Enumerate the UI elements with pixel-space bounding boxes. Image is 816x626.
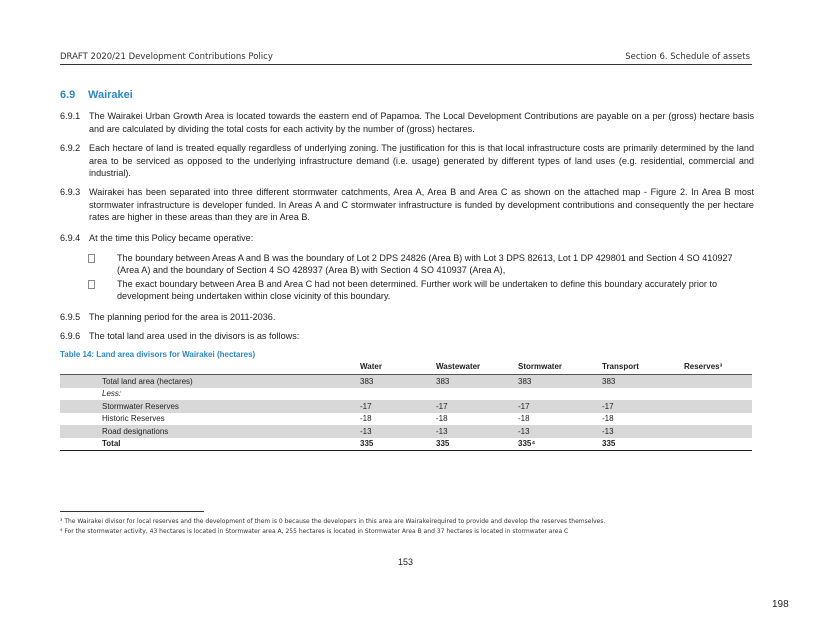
paragraph-6-9-1 (60, 110, 754, 135)
paragraph-6-9-4 (60, 232, 754, 245)
table-cell (680, 375, 752, 388)
table-cell: 335⁴ (514, 438, 598, 451)
table-cell: -13 (356, 425, 432, 438)
table-cell: Stormwater Reserves (60, 400, 356, 413)
footnote-3: ³ The Wairakei divisor for local reserves and the development of them is 0 because the developers in this area are Wairakeirequired to provide and develop the reserves themselves. (60, 518, 606, 525)
paragraph-6-9-6 (60, 330, 754, 343)
footnote-4: ⁴ For the stormwater activity, 43 hectares is located in Stormwater area A, 255 hectares is located in Stormwater Area B and 37 hectares is located in stormwater area C (60, 528, 569, 535)
table-cell: -17 (514, 400, 598, 413)
paragraph-text: The planning period for the area is 2011-2036. (89, 312, 276, 322)
section-heading (60, 89, 133, 101)
paragraph-text: The Wairakei Urban Growth Area is located towards the eastern end of Papamoa. The Local Development Contributions are payable on a per (gross) hectare basis and are calculated by dividing the total costs for each activity by the number of (gross) hectares. (89, 111, 754, 134)
table-caption: Table 14: Land area divisors for Wairakei (hectares) (60, 350, 256, 359)
paragraph-number: 6.9.6 (60, 331, 81, 341)
table-cell: -17 (356, 400, 432, 413)
table-row (60, 413, 752, 426)
column-header: Stormwater (514, 358, 598, 375)
table-cell (680, 413, 752, 426)
bullet-text: The exact boundary between Area B and Area C had not been determined. Further work will be undertaken to define this boundary accurately prior to development being undertaken within close vicinity of this boundary. (117, 279, 718, 301)
paragraph-text: The total land area used in the divisors is as follows: (89, 331, 300, 341)
column-header: Reserves³ (680, 358, 752, 375)
page-number: 153 (398, 557, 414, 567)
table-cell (680, 438, 752, 451)
table-cell: -13 (432, 425, 514, 438)
header-section: Section 6. Schedule of assets (625, 52, 750, 62)
table-cell (680, 425, 752, 438)
header-rule (60, 64, 752, 65)
paragraph-number: 6.9.1 (60, 111, 81, 121)
table-cell (598, 388, 680, 401)
table-cell (432, 388, 514, 401)
table-cell: Less: (102, 389, 122, 399)
table-cell (680, 388, 752, 401)
section-number: 6.9 (60, 89, 76, 101)
list-item (88, 278, 754, 302)
bullet-text: The boundary between Areas A and B was the boundary of Lot 2 DPS 24826 (Area B) with Lot 3 DPS 82613, Lot 1 DP 429801 and Section 4 SO 410927 (Area A) and the boundary of Section 4 SO 428937 (Area B) with Section 4 SO 410937 (Area A), (117, 253, 733, 275)
table-header-row (60, 358, 752, 375)
paragraph-6-9-2 (60, 142, 754, 180)
paragraph-text: At the time this Policy became operative: (89, 233, 254, 243)
header-title: DRAFT 2020/21 Development Contributions Policy (60, 52, 273, 62)
column-header: Wastewater (432, 358, 514, 375)
list-item (88, 252, 754, 276)
table-cell: Road designations (60, 425, 356, 438)
table-cell: -18 (360, 414, 372, 424)
table-cell: -18 (518, 414, 530, 424)
table-row (60, 425, 752, 438)
viewer-page-number: 198 (772, 599, 789, 610)
bullet-box-icon (88, 280, 95, 289)
table-row (60, 400, 752, 413)
paragraph-number: 6.9.5 (60, 312, 81, 322)
table-row (60, 388, 752, 401)
table-cell: -18 (436, 414, 448, 424)
table-cell: Total land area (hectares) (60, 375, 356, 388)
bullet-list (88, 252, 754, 304)
column-header (60, 358, 356, 375)
table-cell (514, 388, 598, 401)
paragraph-number: 6.9.3 (60, 187, 81, 197)
table-cell: Historic Reserves (102, 414, 165, 424)
table-cell (356, 388, 432, 401)
paragraph-number: 6.9.2 (60, 143, 81, 153)
land-area-table (60, 358, 752, 451)
paragraph-6-9-3 (60, 186, 754, 224)
paragraph-text: Each hectare of land is treated equally regardless of underlying zoning. The justification for this is that local infrastructure costs are primarily determined by the land area to be serviced as opposed to the underlying infrastructure demand (i.e. usage) generated by different types of land uses (e.g. residential, commercial and industrial). (89, 143, 754, 178)
table-row (60, 375, 752, 388)
column-header: Water (356, 358, 432, 375)
table-cell: 383 (598, 375, 680, 388)
paragraph-text: Wairakei has been separated into three different stormwater catchments, Area A, Area B and Area C as shown on the attached map - Figure 2. In Area B most stormwater infrastructure is developer funded. In Areas A and C stormwater infrastructure is funded by development contributions and consequently the per hectare rates are higher in these areas than they are in Area B. (89, 187, 754, 222)
table-cell: 335 (432, 438, 514, 451)
table-cell: Total (60, 438, 356, 451)
column-header: Transport (598, 358, 680, 375)
bullet-box-icon (88, 254, 95, 263)
table-cell: -18 (602, 414, 614, 424)
paragraph-number: 6.9.4 (60, 233, 81, 243)
section-title: Wairakei (88, 89, 133, 101)
table-cell: 383 (514, 375, 598, 388)
table-cell: -13 (598, 425, 680, 438)
table-cell: 335 (356, 438, 432, 451)
table-cell: 335 (598, 438, 680, 451)
paragraph-6-9-5 (60, 311, 754, 324)
table-cell (680, 400, 752, 413)
table-total-row (60, 438, 752, 451)
table-cell: 383 (356, 375, 432, 388)
table-cell: 383 (432, 375, 514, 388)
footnote-rule (60, 511, 204, 512)
table-cell: -17 (598, 400, 680, 413)
table-cell: -13 (514, 425, 598, 438)
table-cell: -17 (432, 400, 514, 413)
